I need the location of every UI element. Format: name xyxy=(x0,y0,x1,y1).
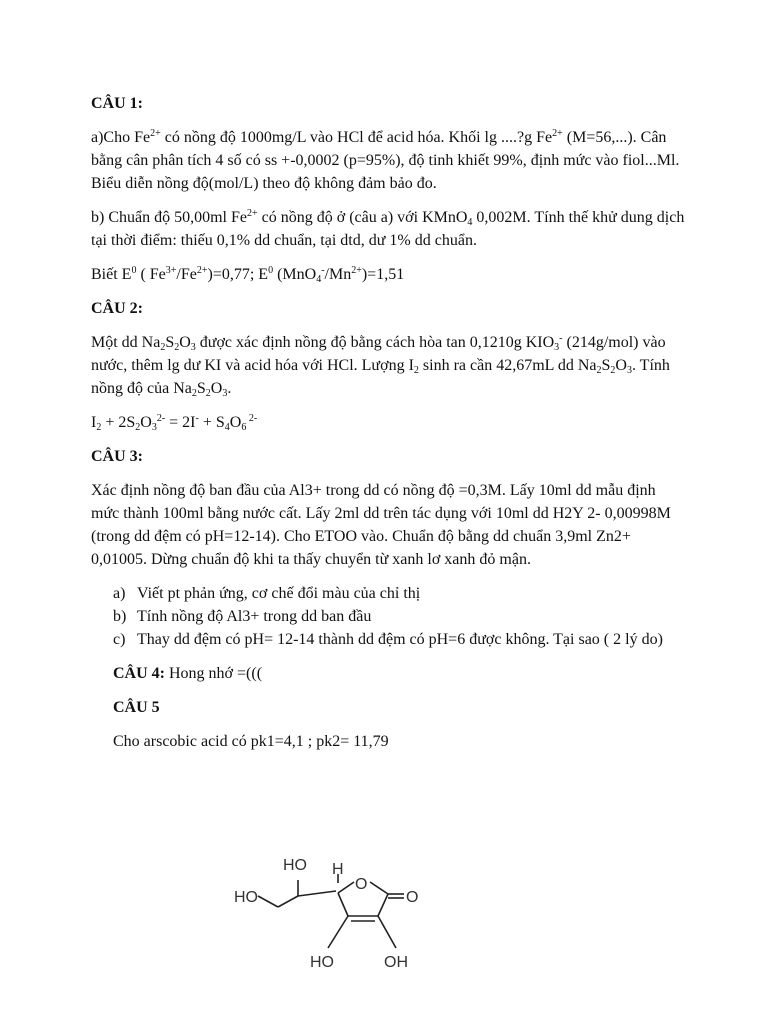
list-item: b) Tính nồng độ Al3+ trong dd ban đầu xyxy=(113,608,372,625)
q1-part-b: b) Chuẩn độ 50,00ml $Fe^{2+}$ có nồng độ ở (câu a) với KMnO$_4$ 0,002M. Tính thế khử dung dịch tại thời điểm: thiếu 0,1% dd chuẩn, tại dtd, dư 1% dd chuẩn. xyxy=(91,208,685,249)
q5-text: Cho arscobic acid có pk1=4,1 ; pk2= 11,79 xyxy=(113,733,389,750)
structure-label-o-ring: O xyxy=(355,876,368,893)
q2-equation: $I_2 + 2S_2O_3^{2-} = 2I^- + S_4O_6$ $^{2-}$ xyxy=(91,413,258,433)
structure-label-oh-bottom: OH xyxy=(384,954,408,971)
q5-title: CÂU 5 xyxy=(113,699,160,716)
list-item: c) Thay dd đệm có pH= 12-14 thành dd đệm có pH=6 được không. Tại sao ( 2 lý do) xyxy=(113,631,663,648)
q1-title: CÂU 1: xyxy=(91,95,143,112)
structure-label-ho-top: HO xyxy=(283,857,307,874)
list-item: a) Viết pt phản ứng, cơ chế đổi màu của chỉ thị xyxy=(113,585,421,602)
structure-label-o-carbonyl: O xyxy=(406,889,419,906)
ascorbic-acid-structure xyxy=(228,846,428,976)
q2-title: CÂU 2: xyxy=(91,300,143,317)
q1-potentials: Biết $E^0$ ( $Fe^{3+}/Fe^{2+})=0,77$; $E^0$ $(MnO_4^-/Mn^{2+})=1,51$ xyxy=(91,265,405,285)
structure-label-h: H xyxy=(332,861,344,878)
q2-paragraph: Một dd $Na_2S_2O_3$ được xác định nồng độ bằng cách hòa tan 0,1210g $KIO_3^-$ (214g/mol) vào nước, thêm lg dư KI và acid hóa với HCl. Lượng $I_2$ sinh ra cần 42,67mL dd $Na_2S_2O_3$. Tính nồng độ của $Na_2S_2O_3$. xyxy=(91,333,670,399)
q3-paragraph: Xác định nồng độ ban đầu của Al3+ trong dd có nồng độ =0,3M. Lấy 10ml dd mẫu định mức thành 100ml bằng nước cất. Lấy 2ml dd trên tác dụng với 10ml dd H2Y 2- 0,00998M (trong dd đệm có pH=12-14). Cho ETOO vào. Chuẩn độ bằng dd chuẩn 3,9ml Zn2+ 0,01005. Dừng chuẩn độ khi ta thấy chuyển từ xanh lơ xanh đỏ mận. xyxy=(91,482,671,568)
q4-title: CÂU 4: xyxy=(113,665,165,682)
structure-label-ho-bottom: HO xyxy=(310,954,334,971)
structure-label-ho-left: HO xyxy=(234,889,258,906)
q1-part-a: a)Cho $Fe^{2+}$ có nồng độ 1000mg/L vào HCl để acid hóa. Khối lg ....?g $Fe^{2+}$ (M=56,...). Cân bằng cân phân tích 4 số có ss +-0,0002 (p=95%), độ tinh khiết 99%, định mức vào fiol...Ml. Biểu diễn nồng độ(mol/L) theo độ không đảm bảo đo. xyxy=(91,128,680,192)
document-body xyxy=(91,92,687,753)
q3-list xyxy=(113,582,687,651)
q3-title: CÂU 3: xyxy=(91,448,143,465)
q4-line: CÂU 4: Hong nhớ =((( xyxy=(113,665,263,682)
